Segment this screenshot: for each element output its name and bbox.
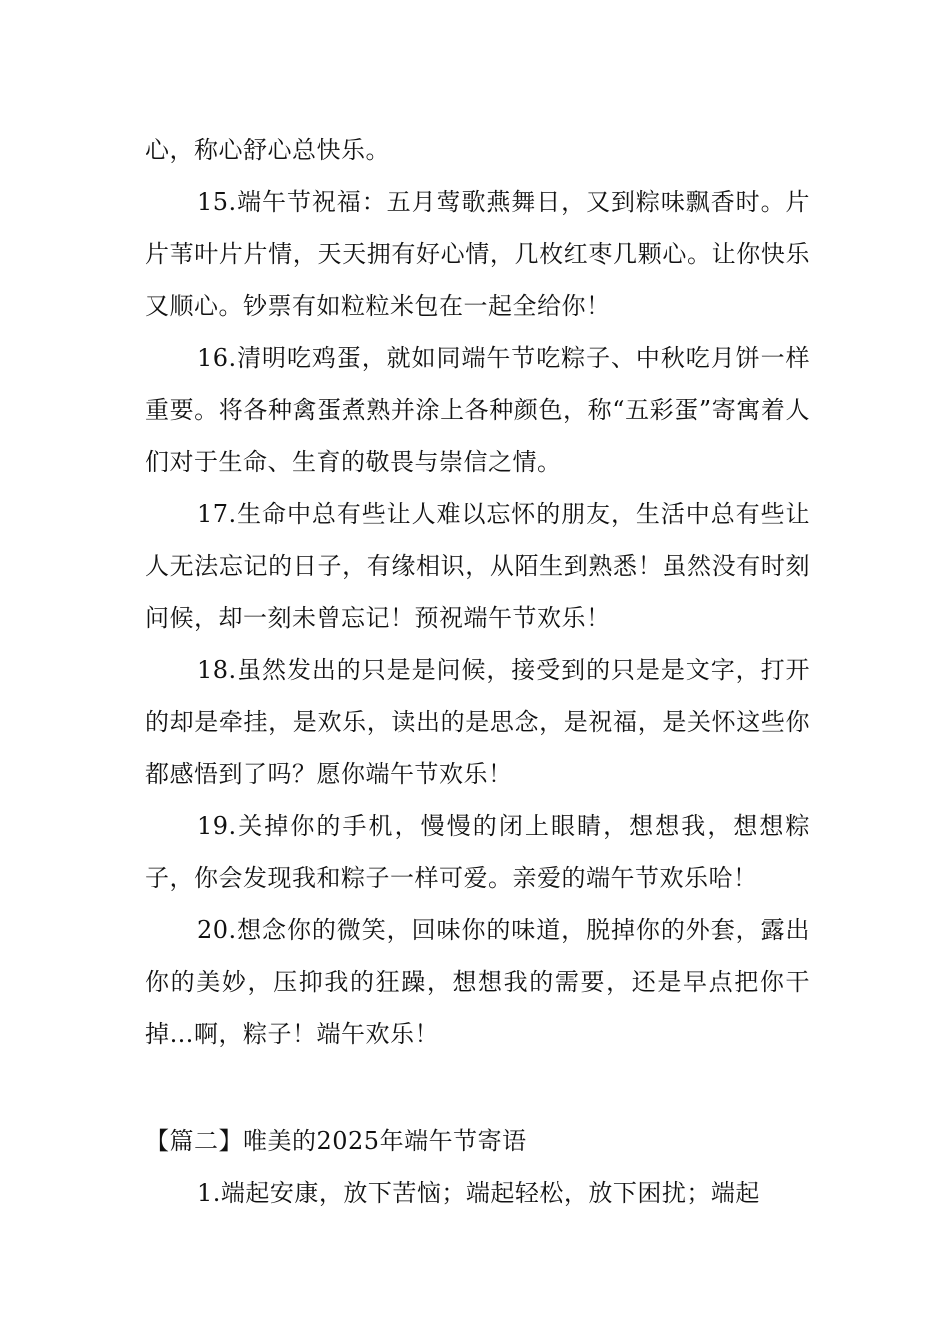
paragraph-19: 19.关掉你的手机，慢慢的闭上眼睛，想想我，想想粽子，你会发现我和粽子一样可爱。亲爱的端午节欢乐哈！ <box>145 812 810 892</box>
section-two <box>145 1115 810 1219</box>
section-paragraph-1: 1.端起安康，放下苦恼；端起轻松，放下困扰；端起 <box>197 1179 760 1207</box>
paragraph-20: 20.想念你的微笑，回味你的味道，脱掉你的外套，露出你的美妙，压抑我的狂躁，想想我的需要，还是早点把你干掉…啊，粽子！端午欢乐！ <box>145 916 810 1048</box>
body-text <box>145 124 810 1060</box>
continuation-line: 心，称心舒心总快乐。 <box>145 136 390 164</box>
paragraph-15: 15.端午节祝福：五月莺歌燕舞日，又到粽味飘香时。片片苇叶片片情，天天拥有好心情，几枚红枣几颗心。让你快乐又顺心。钞票有如粒粒米包在一起全给你！ <box>145 188 810 320</box>
paragraph-16: 16.清明吃鸡蛋，就如同端午节吃粽子、中秋吃月饼一样重要。将各种禽蛋煮熟并涂上各种颜色，称“五彩蛋”寄寓着人们对于生命、生育的敬畏与崇信之情。 <box>145 344 810 476</box>
section-heading: 【篇二】唯美的2025年端午节寄语 <box>145 1127 527 1155</box>
paragraph-18: 18.虽然发出的只是是问候，接受到的只是是文字，打开的却是牵挂，是欢乐，读出的是思念，是祝福，是关怀这些你都感悟到了吗？愿你端午节欢乐！ <box>145 656 810 788</box>
paragraph-17: 17.生命中总有些让人难以忘怀的朋友，生活中总有些让人无法忘记的日子，有缘相识，从陌生到熟悉！虽然没有时刻问候，却一刻未曾忘记！预祝端午节欢乐！ <box>145 500 810 632</box>
